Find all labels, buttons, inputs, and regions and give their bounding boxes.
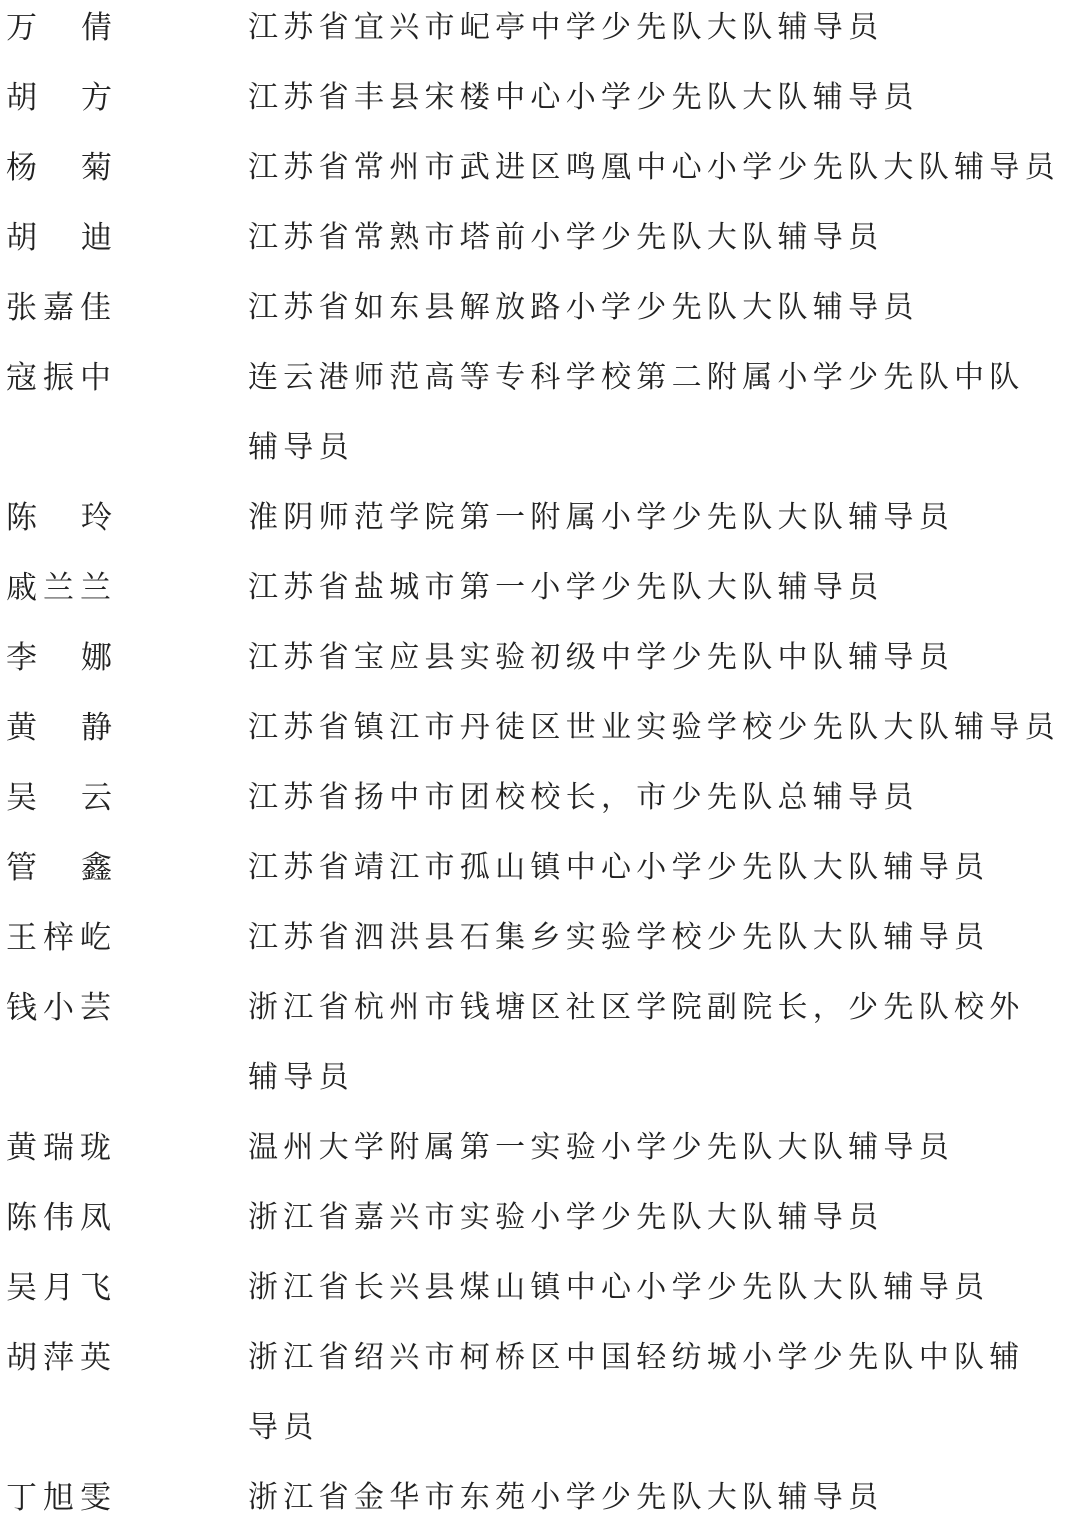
person-position xyxy=(248,273,919,343)
list-item xyxy=(0,553,1080,623)
list-item xyxy=(0,203,1080,273)
person-name: 杨菊 xyxy=(6,150,156,186)
person-position xyxy=(248,1253,989,1323)
position-line: 浙江省长兴县煤山镇中心小学少先队大队辅导员 xyxy=(248,1270,990,1305)
person-name: 寇振中 xyxy=(6,360,117,396)
person-position xyxy=(248,973,1025,1113)
person-name: 胡方 xyxy=(6,80,156,116)
list-item xyxy=(0,903,1080,973)
position-line: 辅导员 xyxy=(248,430,354,465)
person-name: 吴云 xyxy=(6,780,156,816)
position-line: 江苏省靖江市孤山镇中心小学少先队大队辅导员 xyxy=(248,850,990,885)
list-item xyxy=(0,63,1080,133)
list-item xyxy=(0,973,1080,1113)
position-line: 浙江省杭州市钱塘区社区学院副院长，少先队校外 xyxy=(248,990,1025,1025)
person-position xyxy=(248,63,919,133)
person-name: 王梓屹 xyxy=(6,920,117,956)
person-name: 黄瑞珑 xyxy=(6,1130,117,1166)
list-item xyxy=(0,1463,1080,1533)
person-name: 吴月飞 xyxy=(6,1270,117,1306)
position-line: 辅导员 xyxy=(248,1060,354,1095)
person-name: 万倩 xyxy=(6,10,156,46)
person-name: 戚兰兰 xyxy=(6,570,117,606)
person-name: 陈伟凤 xyxy=(6,1200,117,1236)
position-line: 连云港师范高等专科学校第二附属小学少先队中队 xyxy=(248,360,1025,395)
person-name: 钱小芸 xyxy=(6,990,117,1026)
list-item xyxy=(0,1183,1080,1253)
position-line: 浙江省金华市东苑小学少先队大队辅导员 xyxy=(248,1480,884,1515)
list-item xyxy=(0,693,1080,763)
person-position xyxy=(248,0,883,63)
list-item xyxy=(0,763,1080,833)
person-position xyxy=(248,483,954,553)
person-position xyxy=(248,343,1025,483)
position-line: 江苏省常州市武进区鸣凰中心小学少先队大队辅导员 xyxy=(248,150,1060,185)
person-position xyxy=(248,203,883,273)
position-line: 江苏省镇江市丹徒区世业实验学校少先队大队辅导员 xyxy=(248,710,1060,745)
position-line: 江苏省泗洪县石集乡实验学校少先队大队辅导员 xyxy=(248,920,990,955)
person-name: 张嘉佳 xyxy=(6,290,117,326)
person-name: 陈玲 xyxy=(6,500,156,536)
list-item xyxy=(0,483,1080,553)
person-position xyxy=(248,1183,883,1253)
person-position xyxy=(248,763,919,833)
list-item xyxy=(0,273,1080,343)
person-position xyxy=(248,133,1060,203)
list-item xyxy=(0,1323,1080,1463)
list-item xyxy=(0,133,1080,203)
person-position xyxy=(248,1323,1025,1463)
person-position xyxy=(248,903,989,973)
list-item xyxy=(0,623,1080,693)
list-item xyxy=(0,1253,1080,1323)
person-name: 胡萍英 xyxy=(6,1340,117,1376)
list-item xyxy=(0,1113,1080,1183)
position-line: 淮阴师范学院第一附属小学少先队大队辅导员 xyxy=(248,500,954,535)
position-line: 江苏省盐城市第一小学少先队大队辅导员 xyxy=(248,570,884,605)
position-line: 温州大学附属第一实验小学少先队大队辅导员 xyxy=(248,1130,954,1165)
person-position xyxy=(248,623,954,693)
person-position xyxy=(248,833,989,903)
list-item xyxy=(0,833,1080,903)
position-line: 浙江省嘉兴市实验小学少先队大队辅导员 xyxy=(248,1200,884,1235)
position-line: 浙江省绍兴市柯桥区中国轻纺城小学少先队中队辅 xyxy=(248,1340,1025,1375)
position-line: 导员 xyxy=(248,1410,319,1445)
person-position xyxy=(248,1463,883,1533)
list-item xyxy=(0,343,1080,483)
list-item xyxy=(0,0,1080,63)
person-name: 胡迪 xyxy=(6,220,156,256)
person-position xyxy=(248,553,883,623)
position-line: 江苏省如东县解放路小学少先队大队辅导员 xyxy=(248,290,919,325)
person-position xyxy=(248,1113,954,1183)
position-line: 江苏省扬中市团校校长，市少先队总辅导员 xyxy=(248,780,919,815)
person-name: 黄静 xyxy=(6,710,156,746)
person-name: 李娜 xyxy=(6,640,156,676)
position-line: 江苏省丰县宋楼中心小学少先队大队辅导员 xyxy=(248,80,919,115)
person-name: 丁旭雯 xyxy=(6,1480,117,1516)
person-name: 管鑫 xyxy=(6,850,156,886)
position-line: 江苏省宜兴市屺亭中学少先队大队辅导员 xyxy=(248,10,884,45)
position-line: 江苏省宝应县实验初级中学少先队中队辅导员 xyxy=(248,640,954,675)
position-line: 江苏省常熟市塔前小学少先队大队辅导员 xyxy=(248,220,884,255)
person-position xyxy=(248,693,1060,763)
